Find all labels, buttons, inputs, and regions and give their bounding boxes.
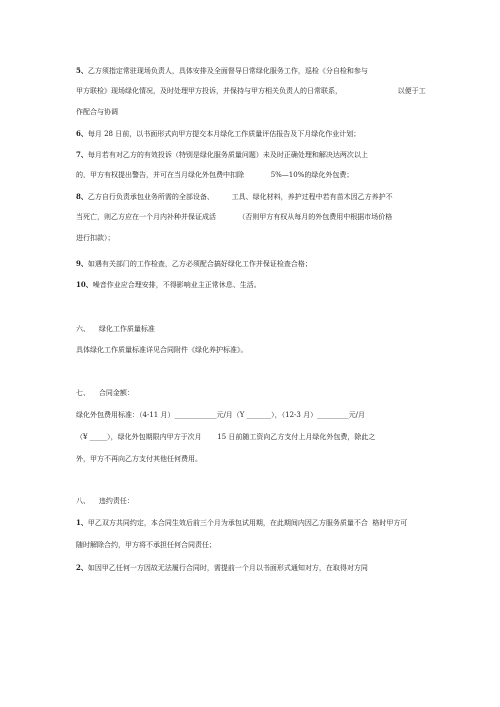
text-line: 当死亡，则乙方应在一个月内补种并保证成活 （否则甲方有权从每月的外包费用中根据市场价格 (76, 213, 393, 221)
text-line: 具体绿化工作质量标准详见合同附件《绿化养护标准》。 (76, 346, 248, 354)
text-line: 随时解除合约，甲方将不承担任何合同责任； (76, 541, 216, 549)
list-item: 2、如因甲乙任何一方因故无法履行合同时，需提前一个月以书面形式通知对方，在取得对方同 (76, 563, 368, 572)
section-heading: 八、 违约责任： (76, 497, 134, 505)
list-item: 8、乙方自行负责承包业务所需的全部设备、 工具、绿化材料，养护过程中若有苗木因乙方养护不 (76, 192, 393, 201)
text-line: 作配合与协调 (76, 108, 118, 116)
text-line: 绿化外包费用标准：（4-11 月）____________元/月（Y _______），（12-3 月）_________元/月 (76, 411, 365, 419)
text-line: 外，甲方不再向乙方支付其他任何费用。 (76, 455, 202, 463)
text-line: 甲方联检》现场绿化情况，及时处理甲方投诉，并保持与甲方相关负责人的日常联系， 以便于工 (76, 87, 426, 95)
text-line: 进行扣款）； (76, 234, 115, 242)
text-line: 的，甲方有权提出警告，并可在当月绿化外包费中扣除 5%—10%的绿化外包费； (76, 171, 354, 179)
list-item: 6、每月 28 日前，以书面形式向甲方提交本月绿化工作质量评估报告及下月绿化作业计划； (76, 129, 361, 138)
list-item: 10、噪音作业应合理安排，不得影响业主正常休息、生活。 (76, 280, 261, 289)
list-item: 1、甲乙双方共同约定，本合同生效后前三个月为承包试用期，在此期间内因乙方服务质量不合 格时甲方可 (76, 518, 408, 527)
text-line: （¥ _____），绿化外包期限内甲方于次月 15 日前随工资向乙方支付上月绿化外包费，除此之 (76, 433, 376, 441)
list-item: 5、乙方须指定常驻现场负责人，具体安排及全面督导日常绿化服务工作，巡检《分自检和参与 (76, 66, 368, 75)
list-item: 7、每月若有对乙方的有效投诉（特别是绿化服务质量问题）未及时正确处理和解决达两次以上 (76, 150, 368, 159)
section-heading: 六、 绿化工作质量标准 (76, 325, 155, 333)
list-item: 9、如遇有关部门的工作检查，乙方必须配合搞好绿化工作并保证检查合格； (76, 259, 312, 268)
section-heading: 七、 合同金额： (76, 389, 134, 397)
